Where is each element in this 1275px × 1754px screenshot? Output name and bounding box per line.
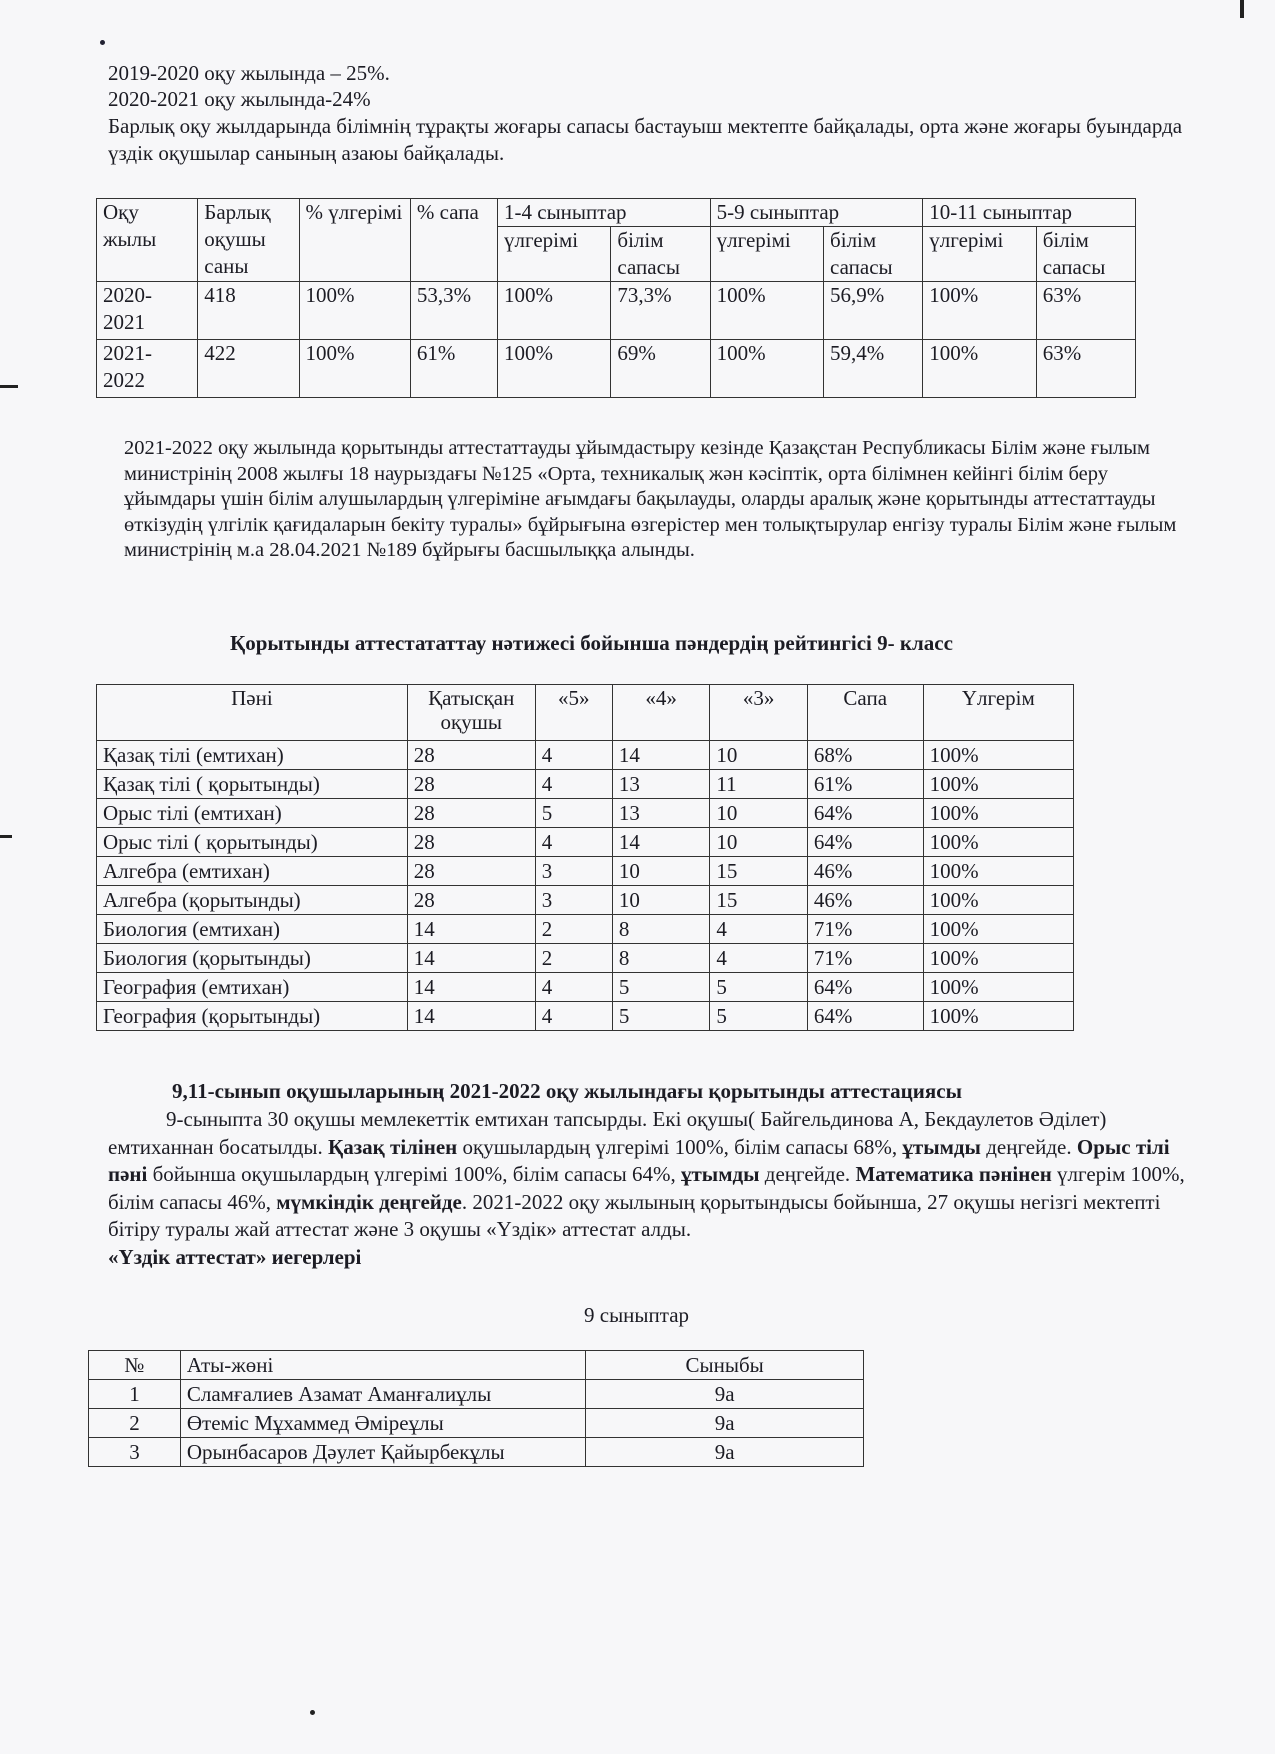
subheader-progress: үлгерімі [498, 227, 611, 282]
table-cell: 15 [710, 857, 807, 886]
table-cell: 46% [807, 857, 923, 886]
table-cell: Алгебра (емтихан) [97, 857, 408, 886]
scan-speck [1240, 0, 1244, 18]
scan-speck [310, 1710, 315, 1715]
subheader-quality: білім сапасы [1036, 227, 1135, 282]
table-cell: 3 [535, 886, 612, 915]
table-row [97, 770, 1074, 799]
table-cell: Орыс тілі ( қорытынды) [97, 828, 408, 857]
intro-block [108, 60, 1208, 167]
intro-line-1: 2019-2020 оқу жылында – 25%. [108, 61, 390, 85]
table-cell: 2020-2021 [97, 282, 198, 340]
table-cell: 4 [535, 828, 612, 857]
subheader-progress: үлгерімі [710, 227, 823, 282]
table-cell: 100% [923, 944, 1073, 973]
table-row [97, 915, 1074, 944]
table-cell: 69% [611, 340, 710, 398]
table-row [97, 340, 1136, 398]
table-cell: 68% [807, 741, 923, 770]
table-cell: 28 [407, 770, 535, 799]
text: оқушылардың үлгерімі 100%, білім сапасы 68%, [457, 1134, 903, 1159]
emphasis: ұтымды [902, 1134, 981, 1159]
table-cell: Биология (қорытынды) [97, 944, 408, 973]
text: 9-сыныпта 30 оқушы мемлекеттік емтихан тапсырды. Екі оқушы( Байгельдинова А, Бекдаулетов Әділет) емтиханнан босатылды. [108, 1107, 1107, 1159]
text: деңгейде. [980, 1134, 1077, 1159]
table-cell: 56,9% [824, 282, 923, 340]
table-cell: 100% [923, 340, 1036, 398]
table-cell: 3 [89, 1438, 181, 1467]
header-quality: Сапа [807, 685, 923, 741]
table-cell: 100% [498, 340, 611, 398]
header-subject: Пәні [97, 685, 408, 741]
table-cell: 2021-2022 [97, 340, 198, 398]
header-group-10-11: 10-11 сыныптар [923, 199, 1136, 227]
table-cell: Сламғалиев Азамат Аманғалиұлы [180, 1380, 585, 1409]
table-cell: 100% [710, 282, 823, 340]
table-cell: 4 [710, 944, 807, 973]
table-cell: 13 [612, 770, 709, 799]
table-cell: 418 [198, 282, 299, 340]
table-cell: 5 [710, 973, 807, 1002]
section3-paragraph-block [108, 1106, 1208, 1271]
table-cell: 2 [535, 944, 612, 973]
scan-speck [0, 385, 18, 388]
honors-table [88, 1350, 864, 1467]
table-cell: 100% [923, 1002, 1073, 1031]
table-cell: 1 [89, 1380, 181, 1409]
table-row [89, 1380, 864, 1409]
table-cell: 64% [807, 1002, 923, 1031]
table-row [89, 1409, 864, 1438]
regulation-paragraph-block [124, 436, 1194, 564]
header-number: № [89, 1351, 181, 1380]
table-cell: 64% [807, 799, 923, 828]
table-row [97, 973, 1074, 1002]
table-cell: География (қорытынды) [97, 1002, 408, 1031]
header-grade-3: «3» [710, 685, 807, 741]
table-cell: 4 [535, 973, 612, 1002]
table-row [97, 886, 1074, 915]
table-cell: География (емтихан) [97, 973, 408, 1002]
scan-speck [100, 40, 105, 45]
table-cell: 10 [612, 857, 709, 886]
header-name: Аты-жөні [180, 1351, 585, 1380]
table-row [97, 828, 1074, 857]
table-cell: 9а [586, 1380, 864, 1409]
regulation-paragraph: 2021-2022 оқу жылында қорытынды аттестаттауды ұйымдастыру кезінде Қазақстан Республикасы Білім және ғылым министрінің 2008 жылғы 18 наурыздағы №125 «Орта, техникалық жән кәсіптік, орта білімнен кейінгі білім беру ұйымдары үшін білім алушылардың үлгеріміне ағымдағы бақылауды, оларды аралық және қорытынды аттестаттауды өткізудің үлгілік қағидаларын бекіту туралы» бұйрығына өзгерістер мен толықтырулар енгізу туралы Білім және ғылым министрінің м.а 28.04.2021 №189 бұйрығы басшылыққа алынды. [124, 437, 1177, 561]
table-row [89, 1438, 864, 1467]
table-cell: 8 [612, 915, 709, 944]
table-cell: Биология (емтихан) [97, 915, 408, 944]
table-cell: 61% [807, 770, 923, 799]
table-cell: 5 [612, 1002, 709, 1031]
header-total-students: Барлық оқушы саны [198, 199, 299, 282]
table-cell: 100% [923, 828, 1073, 857]
results-by-year-table [96, 198, 1136, 398]
table-cell: 5 [612, 973, 709, 1002]
table-cell: 13 [612, 799, 709, 828]
table-cell: 2 [535, 915, 612, 944]
header-grade-5: «5» [535, 685, 612, 741]
subheader-quality: білім сапасы [824, 227, 923, 282]
table-cell: 4 [535, 1002, 612, 1031]
table-cell: 10 [710, 799, 807, 828]
table-cell: 10 [710, 828, 807, 857]
table-cell: 422 [198, 340, 299, 398]
table-cell: 4 [535, 741, 612, 770]
table-cell: 14 [612, 828, 709, 857]
table-cell: 10 [710, 741, 807, 770]
table-cell: 100% [299, 282, 410, 340]
header-group-1-4: 1-4 сыныптар [498, 199, 711, 227]
text: . 2021-2022 оқу жылының қорытындысы бойынша, 27 оқушы негізгі мектепті бітіру туралы жай аттестат және 3 оқушы «Үздік» аттестат алды. [108, 1189, 1161, 1241]
table-cell: Өтеміс Мұхаммед Әміреұлы [180, 1409, 585, 1438]
emphasis: Қазақ тілінен [327, 1134, 458, 1159]
subheader-quality: білім сапасы [611, 227, 710, 282]
table-cell: 14 [407, 1002, 535, 1031]
table-cell: 64% [807, 973, 923, 1002]
table-cell: 4 [535, 770, 612, 799]
table-cell: 53,3% [410, 282, 497, 340]
table-cell: Алгебра (қорытынды) [97, 886, 408, 915]
table-cell: 100% [498, 282, 611, 340]
header-grade-4: «4» [612, 685, 709, 741]
section3-paragraph [108, 1106, 1208, 1244]
table-cell: 28 [407, 799, 535, 828]
table-cell: 61% [410, 340, 497, 398]
grade-caption: 9 сыныптар [584, 1303, 690, 1327]
table-cell: 100% [923, 915, 1073, 944]
header-participants: Қатысқан оқушы [407, 685, 535, 741]
table-cell: 14 [407, 944, 535, 973]
emphasis: ұтымды [680, 1162, 760, 1186]
table-cell: 15 [710, 886, 807, 915]
table-cell: 4 [710, 915, 807, 944]
section3-title: 9,11-сынып оқушыларының 2021-2022 оқу жылындағы қорытынды аттестациясы [172, 1079, 962, 1103]
table-cell: Орынбасаров Дәулет Қайырбекұлы [180, 1438, 585, 1467]
text: үлгерім 100%, білім сапасы 46%, [108, 1162, 1185, 1214]
rating-title: Қорытынды аттестататтау нәтижесі бойынша пәндердің рейтингісі 9- класс [230, 631, 953, 655]
subject-rating-table [96, 684, 1074, 1031]
table-row [97, 799, 1074, 828]
table-cell: 11 [710, 770, 807, 799]
table-cell: 5 [710, 1002, 807, 1031]
table-cell: 100% [923, 282, 1036, 340]
emphasis: Математика пәнінен [855, 1162, 1052, 1186]
intro-paragraph: Барлық оқу жылдарында білімнің тұрақты жоғары сапасы бастауыш мектепте байқалады, орта және жоғары буындарда үздік оқушылар санының азаюы байқалады. [108, 113, 1183, 165]
scan-speck [0, 835, 12, 838]
header-quality: % сапа [410, 199, 497, 282]
table-row [97, 741, 1074, 770]
table-cell: 73,3% [611, 282, 710, 340]
header-progress: % үлгерімі [299, 199, 410, 282]
table-cell: 71% [807, 944, 923, 973]
table-cell: 100% [923, 857, 1073, 886]
table-cell: 2 [89, 1409, 181, 1438]
table-cell: 71% [807, 915, 923, 944]
table-cell: 28 [407, 857, 535, 886]
table-cell: Қазақ тілі ( қорытынды) [97, 770, 408, 799]
header-class: Сыныбы [586, 1351, 864, 1380]
table-cell: 14 [612, 741, 709, 770]
holders-heading-text: «Үздік аттестат» иегерлері [108, 1244, 362, 1269]
table-cell: 8 [612, 944, 709, 973]
table-cell: 100% [923, 973, 1073, 1002]
table-cell: 14 [407, 973, 535, 1002]
table-cell: 10 [612, 886, 709, 915]
table-cell: 9а [586, 1438, 864, 1467]
emphasis: мүмкіндік деңгейде [276, 1189, 462, 1214]
header-progress: Үлгерім [923, 685, 1073, 741]
table-row [97, 282, 1136, 340]
table-cell: 100% [923, 741, 1073, 770]
emphasis: Орыс тілі пәні [108, 1134, 1170, 1186]
subheader-progress: үлгерімі [923, 227, 1036, 282]
table-cell: 28 [407, 828, 535, 857]
table-cell: 100% [710, 340, 823, 398]
table-cell: 3 [535, 857, 612, 886]
table-cell: 5 [535, 799, 612, 828]
table-row [97, 1002, 1074, 1031]
table-cell: Қазақ тілі (емтихан) [97, 741, 408, 770]
table-cell: 100% [923, 886, 1073, 915]
table-cell: 100% [923, 799, 1073, 828]
table-cell: 63% [1036, 340, 1135, 398]
table-row [97, 857, 1074, 886]
table-cell: 28 [407, 886, 535, 915]
table-cell: 63% [1036, 282, 1135, 340]
table-cell: 46% [807, 886, 923, 915]
table-cell: Орыс тілі (емтихан) [97, 799, 408, 828]
table-cell: 9а [586, 1409, 864, 1438]
intro-line-2: 2020-2021 оқу жылында-24% [108, 87, 371, 112]
table-row [97, 944, 1074, 973]
table-cell: 100% [923, 770, 1073, 799]
holders-heading [108, 1244, 1208, 1271]
table-cell: 100% [299, 340, 410, 398]
text: бойынша оқушылардың үлгерімі 100%, білім сапасы 64%, [147, 1162, 681, 1186]
table-cell: 14 [407, 915, 535, 944]
table-cell: 64% [807, 828, 923, 857]
table-cell: 28 [407, 741, 535, 770]
text: деңгейде. [759, 1162, 856, 1186]
table-cell: 59,4% [824, 340, 923, 398]
header-year: Оқу жылы [97, 199, 198, 282]
header-group-5-9: 5-9 сыныптар [710, 199, 923, 227]
